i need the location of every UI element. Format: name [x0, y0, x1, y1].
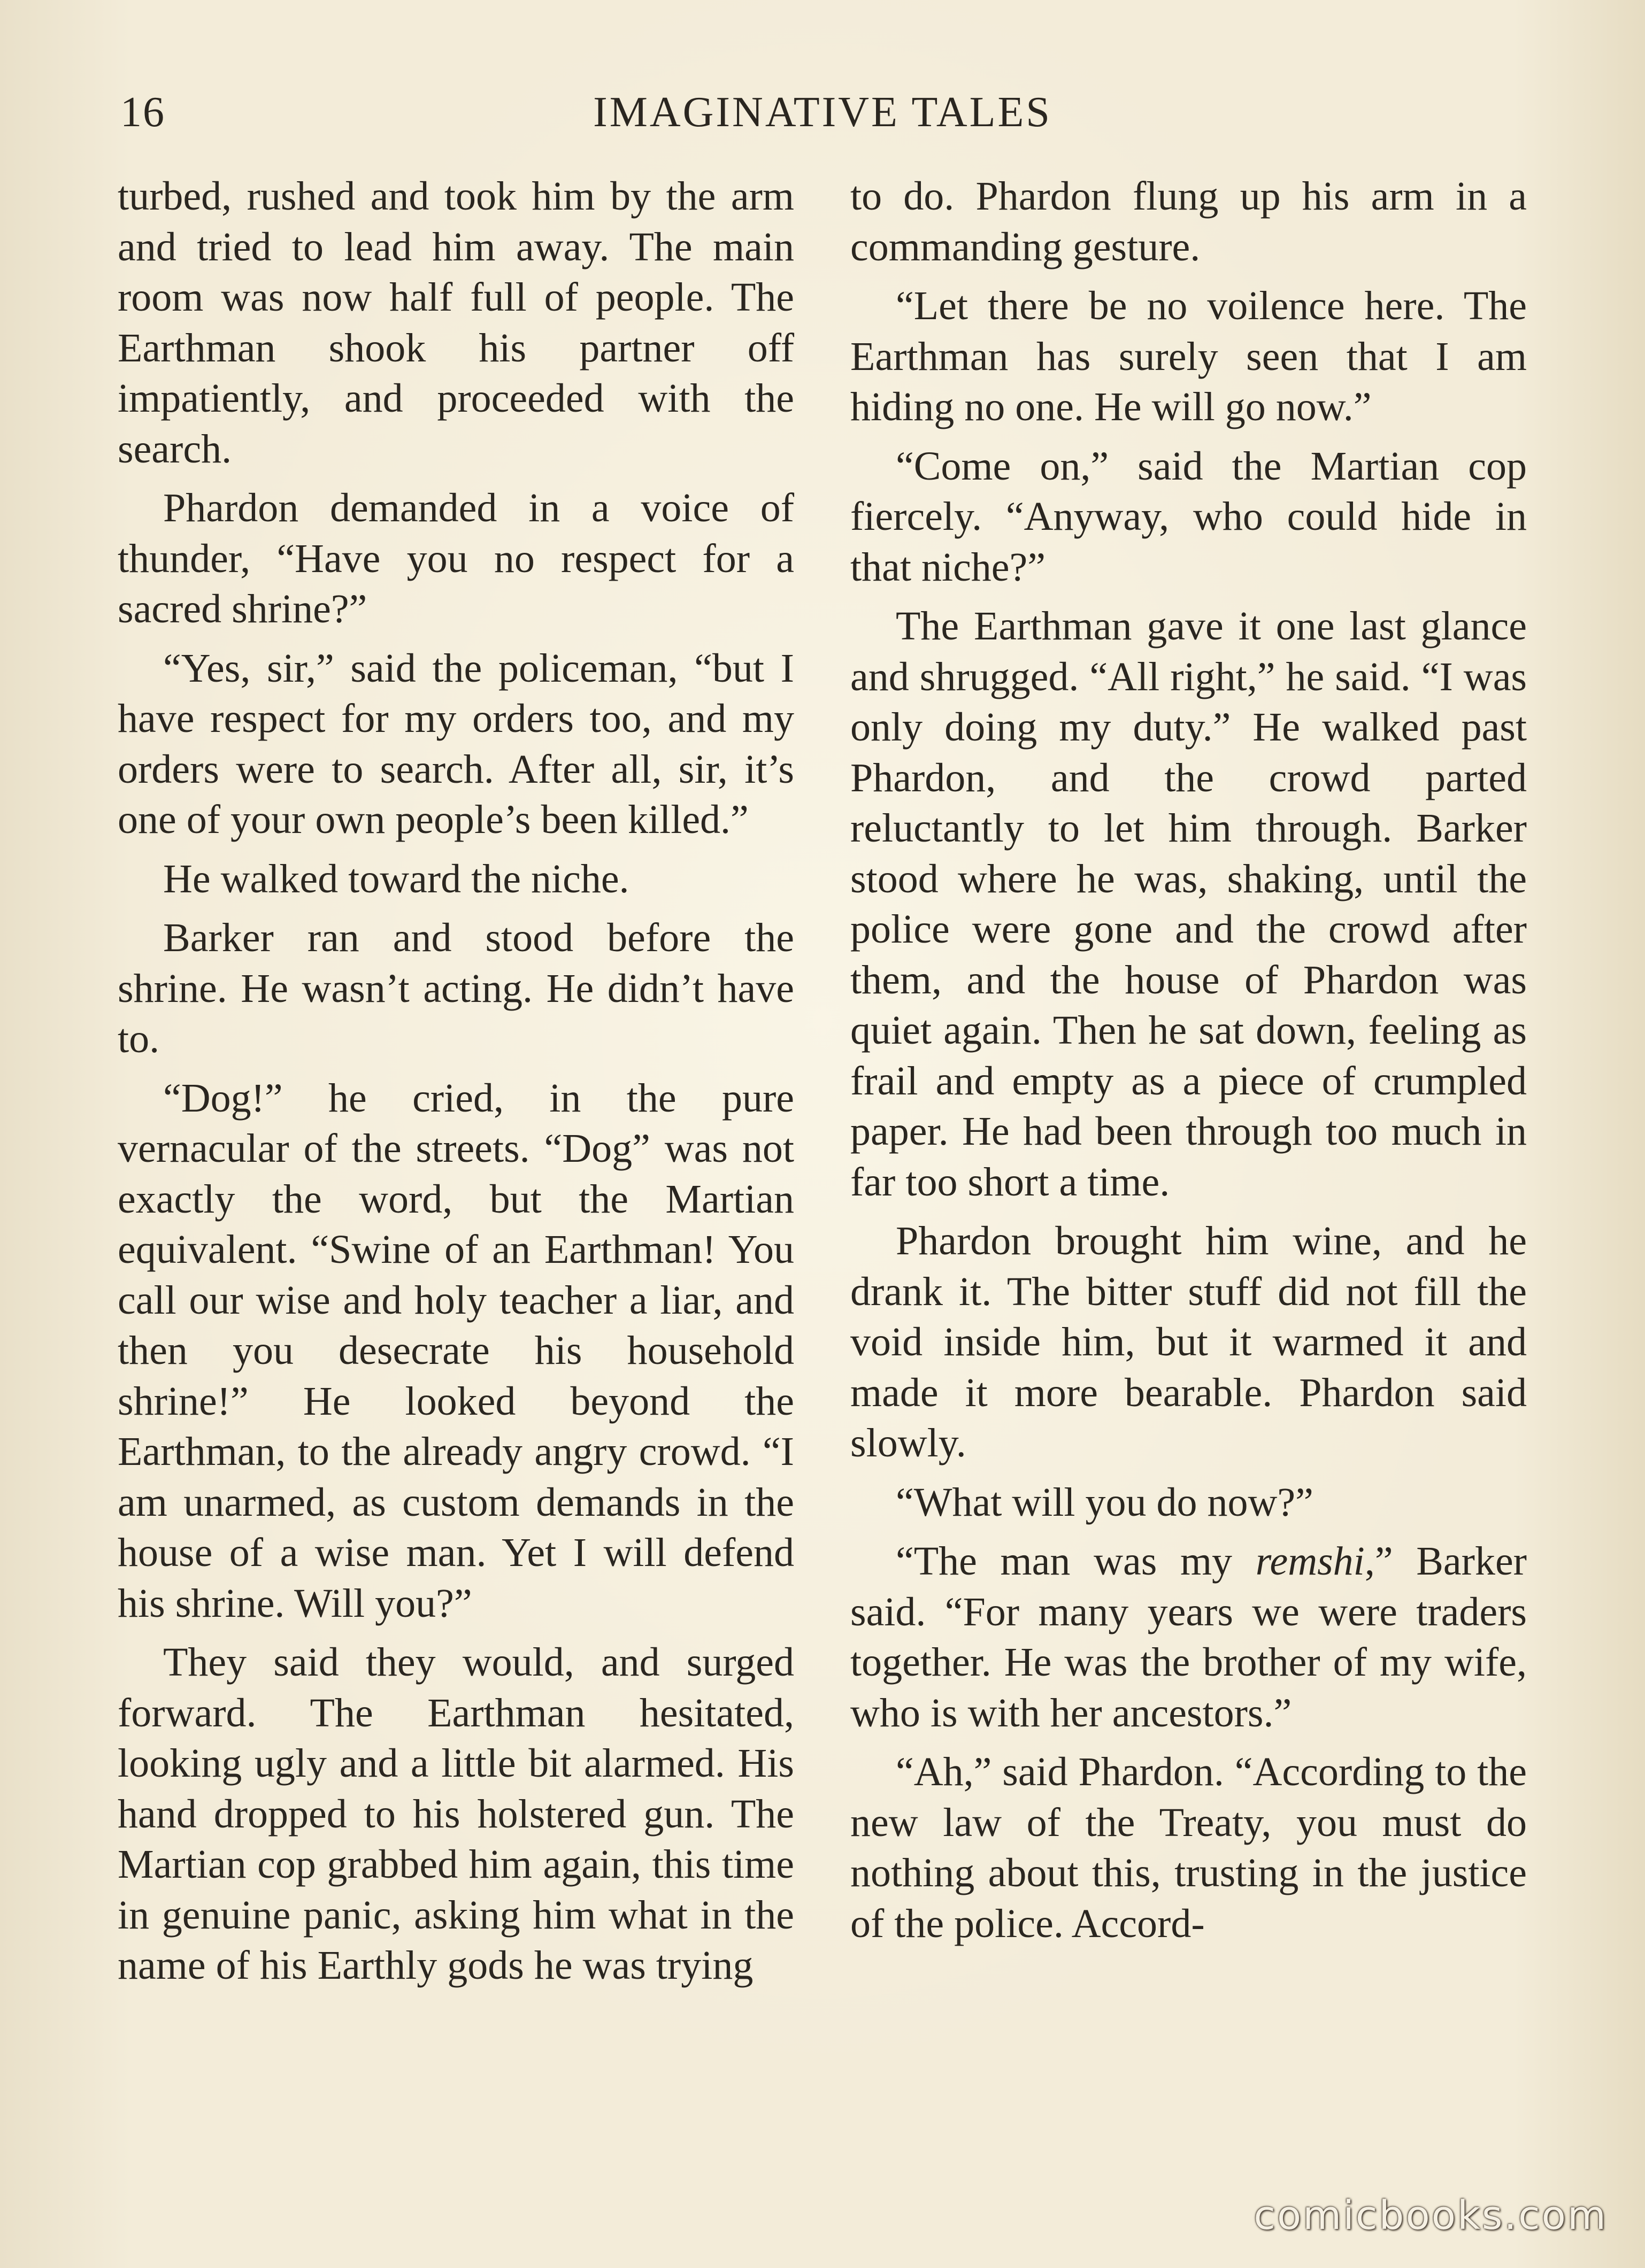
left-column [118, 171, 794, 2000]
paragraph: turbed, rushed and took him by the arm and tried to lead him away. The main room was now half full of people. The Earthman shook his partner off impatiently, and proceeded with the search. [118, 174, 794, 472]
paragraph: “Ah,” said Phardon. “According to the new law of the Treaty, you must do nothing about this, trusting in the justice of the police. Accord- [850, 1749, 1527, 1946]
paragraph: “Let there be no voilence here. The Earthman has surely seen that I am hiding no one. He will go now.” [850, 283, 1527, 429]
paragraph: to do. Phardon flung up his arm in a commanding gesture. [850, 174, 1527, 269]
paragraph: Phardon brought him wine, and he drank it. The bitter stuff did not fill the void inside him, but it warmed it and made it more bearable. Phardon said slowly. [850, 1218, 1527, 1465]
paragraph: “Come on,” said the Martian cop fiercely. “Anyway, who could hide in that niche?” [850, 443, 1527, 590]
paragraph: Phardon demanded in a voice of thunder, “Have you no respect for a sacred shrine?” [118, 485, 794, 631]
paragraph: “Dog!” he cried, in the pure vernacular of the streets. “Dog” was not exactly the word, but the Martian equivalent. “Swine of an Earthman! You call our wise and holy teacher a liar, and then you desecrate his household shrine!” He looked beyond the Earthman, to the already angry crowd. “I am unarmed, as custom demands in the house of a wise man. Yet I will defend his shrine. Will you?” [118, 1075, 794, 1626]
paragraph: Barker ran and stood before the shrine. He wasn’t acting. He didn’t have to. [118, 915, 794, 1061]
paragraph: “Yes, sir,” said the policeman, “but I have respect for my orders too, and my orders were to search. After all, sir, it’s one of your own people’s been killed.” [118, 645, 794, 842]
italic-word: remshi [1255, 1539, 1365, 1584]
paragraph-text: ,” Barker said. “For many years we were traders together. He was the brother of my wife, who is with her ancestors.” [850, 1539, 1527, 1735]
running-head: IMAGINATIVE TALES [593, 89, 1052, 136]
page-header [0, 83, 1645, 142]
watermark: comicbooks.com [1254, 2193, 1608, 2239]
paragraph-text: “The man was my [896, 1539, 1256, 1584]
paragraph: He walked toward the niche. [163, 856, 629, 901]
paragraph: They said they would, and surged forward. The Earthman hesitated, looking ugly and a little bit alarmed. His hand dropped to his holstered gun. The Martian cop grabbed him again, this time in genuine panic, asking him what in the name of his Earthly gods he was trying [118, 1640, 794, 1988]
right-column [850, 171, 1527, 1957]
paragraph: The Earthman gave it one last glance and shrugged. “All right,” he said. “I was only doing my duty.” He walked past Phardon, and the crowd parted reluctantly to let him through. Barker stood where he was, shaking, until the police were gone and the crowd after them, and the house of Phardon was quiet again. Then he sat down, feeling as frail and empty as a piece of crumpled paper. He had been through too much in far too short a time. [850, 604, 1527, 1205]
paragraph [850, 1536, 1527, 1738]
paragraph: “What will you do now?” [896, 1479, 1313, 1525]
page-number: 16 [120, 89, 165, 136]
